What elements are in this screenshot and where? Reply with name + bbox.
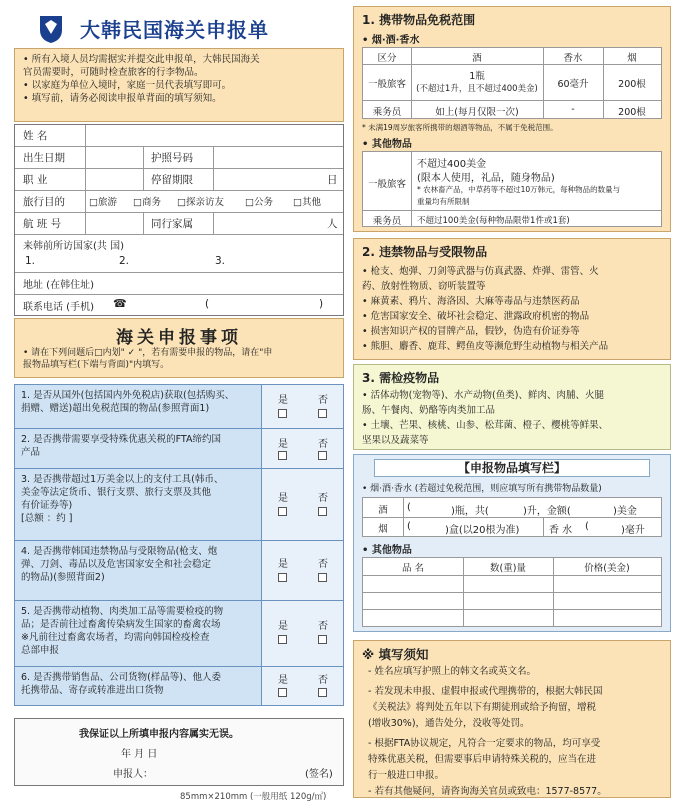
phone-paren: ) (319, 298, 324, 310)
purpose-row (15, 191, 343, 213)
subsection-title: • 其他物品 (362, 139, 412, 150)
question-line: 4. 是否携带韩国违禁物品与受限物品(枪支、炮 (21, 546, 218, 557)
list-item: 特殊优惠关税，但需要事后申请特殊关税的，应当在进 (368, 754, 597, 765)
question-line: 托携带品、寄存或转准进出口货物 (21, 685, 164, 696)
purpose-option-business[interactable]: □商务 (133, 197, 161, 208)
total-amount-field[interactable]: [总额 ：约 ] (21, 513, 73, 524)
job-field[interactable] (87, 170, 141, 189)
question-line: 品；是否前往过畜禽传染病发生国家的畜禽农场 (21, 619, 221, 630)
question-text (21, 433, 261, 459)
table-cell: 乘务员 (372, 107, 402, 118)
no-checkbox[interactable] (318, 507, 327, 516)
other-goods-table (362, 151, 662, 227)
tobacco-packs-field[interactable]: )盒(以20根为准) (445, 525, 520, 536)
oath-text: 我保证以上所填申报内容属实无误。 (79, 729, 239, 740)
tobacco-alcohol-table (362, 497, 662, 537)
yes-no-cell (261, 429, 343, 468)
form-title: 大韩民国海关申报单 (80, 18, 269, 42)
liquor-bottles-field[interactable]: )瓶，共( (451, 506, 489, 517)
liquor-label: 酒 (378, 505, 388, 516)
paper-spec: 85mm×210mm (一般用纸 120g/㎡) (180, 792, 327, 802)
question-text (21, 605, 261, 657)
dob-label: 出生日期 (23, 152, 65, 164)
date-field[interactable]: 年 月 日 (121, 749, 158, 760)
job-row (15, 169, 343, 191)
section-title: 【申报物品填写栏】 (374, 459, 650, 477)
list-item: • 损害知识产权的冒牌产品，假钞，伪造有价证券等 (362, 326, 580, 337)
table-cell: (不超过1升，且不超过400美金) (416, 84, 538, 94)
question-line: 6. 是否携带销售品、公司货物(样品等)、他人委 (21, 672, 221, 683)
table-header: 品 名 (401, 563, 425, 574)
table-cell: 乘务员 (372, 216, 402, 227)
liquor-paren: ( (407, 502, 411, 513)
question-line: 有价证券等) (21, 500, 73, 511)
table-cell: * 农林畜产品，中草药等不超过10万韩元，每种物品的数量与 (417, 185, 621, 194)
table-header: 烟 (627, 53, 637, 64)
address-row (15, 273, 343, 295)
question-line: 产品 (21, 447, 41, 458)
question-line: 3. 是否携带超过1万美金以上的支付工具(韩币、 (21, 474, 224, 485)
table-header: 价格(美金) (584, 563, 630, 574)
no-label: 否 (318, 439, 328, 450)
section-title: 1. 携带物品免税范围 (362, 13, 476, 27)
name-row (15, 125, 343, 147)
question-text (21, 473, 261, 525)
no-label: 否 (318, 559, 328, 570)
entry-notice (14, 48, 344, 122)
quarantine-items-box (353, 364, 671, 450)
phone-row (15, 295, 343, 315)
subsection-title: • 其他物品 (362, 545, 412, 556)
question-text (21, 545, 261, 584)
table-cell: 不超过100美金(每种物品限带1件或1套) (417, 216, 570, 226)
declaration-title-box (14, 318, 344, 378)
yes-checkbox[interactable] (278, 635, 287, 644)
signer-label: 申报人： (113, 769, 153, 780)
liquor-volume-field[interactable]: )升，金额( (523, 506, 571, 517)
stay-unit: 日 (327, 174, 338, 186)
stay-label: 停留期限 (151, 174, 193, 186)
other-items-table (362, 557, 662, 627)
table-cell: 一般旅客 (367, 179, 406, 190)
question-line: 美金等法定货币、银行支票、旅行支票及其他 (21, 487, 212, 498)
declaration-questions (14, 384, 344, 706)
question-3 (15, 469, 343, 541)
instruction-line: 报物品填写栏(下端与背面)"内填写。 (23, 360, 170, 370)
table-header: 香水 (563, 53, 583, 64)
name-label: 姓 名 (23, 130, 48, 142)
purpose-label: 旅行目的 (23, 196, 65, 208)
table-cell: (限本人使用，礼品，随身物品) (417, 173, 555, 184)
list-item: - 若有其他疑问，请咨询海关官员或致电：1577-8577。 (368, 786, 607, 797)
duty-free-allowance-box (353, 6, 671, 232)
list-item: • 麻黄素、鸦片、海洛因、大麻等毒品与违禁医药品 (362, 296, 580, 307)
list-item: • 熊胆、麝香、鹿茸、鳄鱼皮等濒危野生动植物与相关产品 (362, 341, 609, 352)
section-title: ※ 填写须知 (362, 647, 429, 662)
notice-line: • 填写前，请务必阅读申报单背面的填写须知。 (23, 93, 222, 104)
question-1 (15, 385, 343, 429)
phone-field[interactable] (135, 296, 315, 313)
yes-no-cell (261, 601, 343, 666)
yes-checkbox[interactable] (278, 688, 287, 697)
passport-field[interactable] (215, 148, 341, 167)
notice-line: • 所有入境人员均需据实并提交此申报单，大韩民国海关 (23, 54, 260, 65)
question-5 (15, 601, 343, 667)
purpose-option-label: 旅游 (97, 197, 117, 208)
notice-line: • 以家庭为单位入境时，家庭一员代表填写即可。 (23, 80, 232, 91)
signature-box (14, 718, 344, 786)
purpose-option-label: 商务 (141, 197, 161, 208)
yes-label: 是 (278, 621, 288, 632)
list-item: 坚果以及蔬菜等 (362, 435, 429, 446)
allowance-note: * 未满19周岁旅客所携带的烟酒等物品，不属于免税范围。 (362, 123, 558, 132)
list-item: 药、放射性物质、窃听装置等 (362, 281, 486, 292)
phone-label: 联系电话 (手机) (23, 302, 94, 313)
question-2 (15, 429, 343, 469)
list-item: • 枪支、炮弹、刀剑等武器与仿真武器、炸弹、雷管、火 (362, 266, 599, 277)
no-checkbox[interactable] (318, 409, 327, 418)
yes-checkbox[interactable] (278, 573, 287, 582)
yes-no-cell (261, 469, 343, 540)
subsection-title: • 烟·酒·香水 (若超过免税范围，则应填写所有携带物品数量) (362, 484, 602, 494)
purpose-option-official[interactable]: □公务 (245, 197, 273, 208)
list-item: (增收30%)，通告处分，没收等处罚。 (368, 718, 530, 729)
yes-label: 是 (278, 395, 288, 406)
yes-label: 是 (278, 675, 288, 686)
country-1-field[interactable]: 1. (25, 255, 36, 267)
phone-icon: ☎ (113, 297, 127, 310)
table-cell: 一般旅客 (367, 79, 406, 90)
purpose-option-label: 其他 (301, 197, 321, 208)
section-title: 3. 需检疫物品 (362, 371, 440, 385)
form-header (14, 10, 344, 50)
instruction-line: • 请在下列问题后□内划" ✓ "，若有需要申报的物品，请在"申 (23, 348, 273, 358)
table-cell: 重量均有所限制 (417, 197, 470, 206)
no-checkbox[interactable] (318, 688, 327, 697)
list-item: 行一般进口申报。 (368, 770, 445, 781)
list-item: • 土壤、芒果、核桃、山参、松茸菌、橙子、樱桃等鲜果、 (362, 420, 609, 431)
yes-no-cell (261, 667, 343, 705)
list-item: • 活体动物(宠物等)、水产动物(鱼类)、鲜肉、肉脯、火腿 (362, 390, 604, 401)
flight-row (15, 213, 343, 235)
job-label: 职 业 (23, 174, 48, 186)
countries-row (15, 235, 343, 273)
purpose-option-label: 公务 (253, 197, 273, 208)
table-cell: 200根 (618, 107, 646, 118)
address-field[interactable] (115, 274, 341, 293)
dob-field[interactable] (87, 148, 141, 167)
dob-row (15, 147, 343, 169)
no-label: 否 (318, 493, 328, 504)
yes-label: 是 (278, 439, 288, 450)
traveler-info-form (14, 124, 344, 316)
flight-field[interactable] (87, 214, 141, 233)
prohibited-items-box (353, 238, 671, 360)
section-title: 2. 违禁物品与受限物品 (362, 245, 488, 259)
list-item: - 姓名应填写护照上的韩文名或英文名。 (368, 666, 536, 677)
list-item: - 若发现未申报、虚假申报或代理携带的，根据大韩民国 (368, 686, 603, 697)
purpose-option-tour[interactable]: □旅游 (89, 197, 117, 208)
yes-label: 是 (278, 559, 288, 570)
question-4 (15, 541, 343, 601)
country-3-field[interactable]: 3. (215, 255, 226, 267)
question-line: 总部申报 (21, 645, 60, 656)
declared-items-box (353, 454, 671, 632)
liquor-amount-field[interactable]: )美金 (613, 506, 637, 517)
stay-field[interactable] (215, 170, 315, 189)
no-label: 否 (318, 675, 328, 686)
yes-checkbox[interactable] (278, 507, 287, 516)
yes-checkbox[interactable] (278, 409, 287, 418)
purpose-option-visit[interactable]: □探亲访友 (177, 197, 224, 208)
perfume-paren: ( (585, 521, 589, 532)
phone-paren: ( (205, 298, 210, 310)
question-text (21, 671, 261, 697)
list-item: 肠、午餐肉、奶酪等肉类加工品 (362, 405, 496, 416)
allowance-table (362, 47, 662, 119)
passport-label: 护照号码 (151, 152, 193, 164)
subsection-title: • 烟·酒·香水 (362, 35, 420, 46)
question-line: 5. 是否携带动植物、肉类加工品等需要检疫的物 (21, 606, 224, 617)
perfume-volume-field[interactable]: )毫升 (621, 525, 645, 536)
flight-label: 航 班 号 (23, 218, 62, 230)
purpose-option-other[interactable]: □其他 (293, 197, 321, 208)
perfume-label: 香 水 (549, 525, 573, 536)
declaration-title: 海关申报事项 (116, 328, 242, 348)
table-header: 区分 (377, 53, 397, 64)
list-item: - 根据FTA协议规定，凡符合一定要求的物品，均可享受 (368, 738, 601, 749)
no-checkbox[interactable] (318, 451, 327, 460)
question-line: 2. 是否携带需要享受特殊优惠关税的FTA缔约国 (21, 434, 221, 445)
family-label: 同行家属 (151, 218, 193, 230)
customs-emblem-icon (38, 14, 64, 44)
tobacco-label: 烟 (378, 524, 388, 535)
table-header: 数(重)量 (490, 563, 526, 574)
table-header: 酒 (472, 53, 482, 64)
countries-label: 来韩前所访国家(共 国) (23, 241, 124, 252)
country-2-field[interactable]: 2. (119, 255, 130, 267)
yes-no-cell (261, 385, 343, 428)
question-6 (15, 667, 343, 705)
table-cell: 60毫升 (557, 79, 589, 90)
yes-no-cell (261, 541, 343, 600)
signature-field[interactable]: (签名) (305, 769, 333, 780)
question-text (21, 389, 261, 415)
question-line: 弹、刀剑、毒品以及危害国家安全和社会稳定 (21, 559, 212, 570)
no-label: 否 (318, 395, 328, 406)
family-field[interactable] (215, 214, 315, 233)
no-checkbox[interactable] (318, 635, 327, 644)
name-field[interactable] (87, 126, 341, 145)
family-unit: 人 (327, 218, 338, 230)
table-cell: 如上(每月仅限一次) (435, 107, 519, 118)
question-line: 捐赠、赠送)超出免税范围的物品(参照背面1) (21, 403, 210, 414)
tobacco-paren: ( (407, 521, 411, 532)
table-cell: - (571, 104, 575, 115)
address-label: 地址 (在韩住址) (23, 280, 94, 291)
yes-label: 是 (278, 493, 288, 504)
filling-instructions-box (353, 640, 671, 798)
declaration-instructions (23, 347, 339, 371)
question-line: 1. 是否从国外(包括国内外免税店)获取(包括购买、 (21, 390, 235, 401)
notice-line: 官员需要时，可随时检查旅客的行李物品。 (23, 67, 204, 78)
no-checkbox[interactable] (318, 573, 327, 582)
list-item: • 危害国家安全、破坏社会稳定、泄露政府机密的物品 (362, 311, 590, 322)
yes-checkbox[interactable] (278, 451, 287, 460)
table-cell: 200根 (618, 79, 646, 90)
table-cell: 不超过400美金 (417, 159, 487, 170)
table-cell: 1瓶 (469, 71, 485, 82)
purpose-option-label: 探亲访友 (185, 197, 224, 208)
list-item: 《关税法》将判处五年以下有期徒刑或给予拘留，增税 (368, 702, 597, 713)
question-line: 的物品)(参照背面2) (21, 572, 105, 583)
question-line: ※凡前往过畜禽农场者，均需向韩国检疫检查 (21, 632, 210, 643)
no-label: 否 (318, 621, 328, 632)
